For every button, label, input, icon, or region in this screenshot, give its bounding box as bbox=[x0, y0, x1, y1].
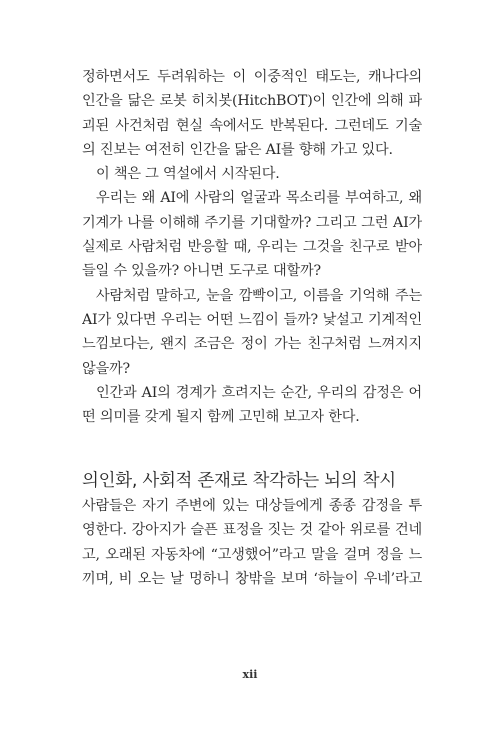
section-body bbox=[82, 494, 422, 591]
text-line: 괴된 사건처럼 현실 속에서도 반복된다. 그런데도 기술 bbox=[82, 117, 422, 134]
text-line: 정하면서도 두려워하는 이 이중적인 태도는, 캐나다의 bbox=[82, 69, 422, 85]
text-line: 실제로 사람처럼 반응할 때, 우리는 그것을 친구로 받아 bbox=[82, 239, 422, 256]
body-text bbox=[82, 65, 422, 429]
text-line: 인간과 AI의 경계가 흐려지는 순간, 우리의 감정은 어 bbox=[96, 384, 422, 401]
text-line: 고, 오래된 자동차에 “고생했어”라고 말을 걸며 정을 느 bbox=[82, 546, 422, 563]
text-line: 인간을 닮은 로봇 히치봇(HitchBOT)이 인간에 의해 파 bbox=[82, 93, 422, 110]
text-line: 않을까? bbox=[82, 360, 130, 377]
text-line: 떤 의미를 갖게 될지 함께 고민해 보고자 한다. bbox=[82, 409, 360, 426]
text-line: 느낌보다는, 왠지 조금은 정이 가는 친구처럼 느껴지지 bbox=[82, 336, 422, 353]
text-line: 끼며, 비 오는 날 멍하니 창밖을 보며 ‘하늘이 우네’라고 bbox=[82, 570, 422, 587]
text-line: 이 책은 그 역설에서 시작된다. bbox=[96, 166, 280, 183]
text-line: 의 진보는 여전히 인간을 닮은 AI를 향해 가고 있다. bbox=[82, 141, 393, 158]
text-line: 영한다. 강아지가 슬픈 표정을 짓는 것 같아 위로를 건네 bbox=[82, 522, 422, 539]
text-line: 사람처럼 말하고, 눈을 깜빡이고, 이름을 기억해 주는 bbox=[96, 287, 422, 304]
text-line: 들일 수 있을까? 아니면 도구로 대할까? bbox=[82, 263, 321, 280]
page-number: xii bbox=[242, 668, 258, 681]
text-line: 우리는 왜 AI에 사람의 얼굴과 목소리를 부여하고, 왜 bbox=[96, 190, 422, 207]
section-heading: 의인화, 사회적 존재로 착각하는 뇌의 착시 bbox=[82, 471, 396, 491]
text-line: AI가 있다면 우리는 어떤 느낌이 들까? 낯설고 기계적인 bbox=[82, 311, 422, 328]
text-line: 기계가 나를 이해해 주기를 기대할까? 그리고 그런 AI가 bbox=[82, 214, 422, 231]
text-line: 사람들은 자기 주변에 있는 대상들에게 종종 감정을 투 bbox=[82, 498, 422, 514]
